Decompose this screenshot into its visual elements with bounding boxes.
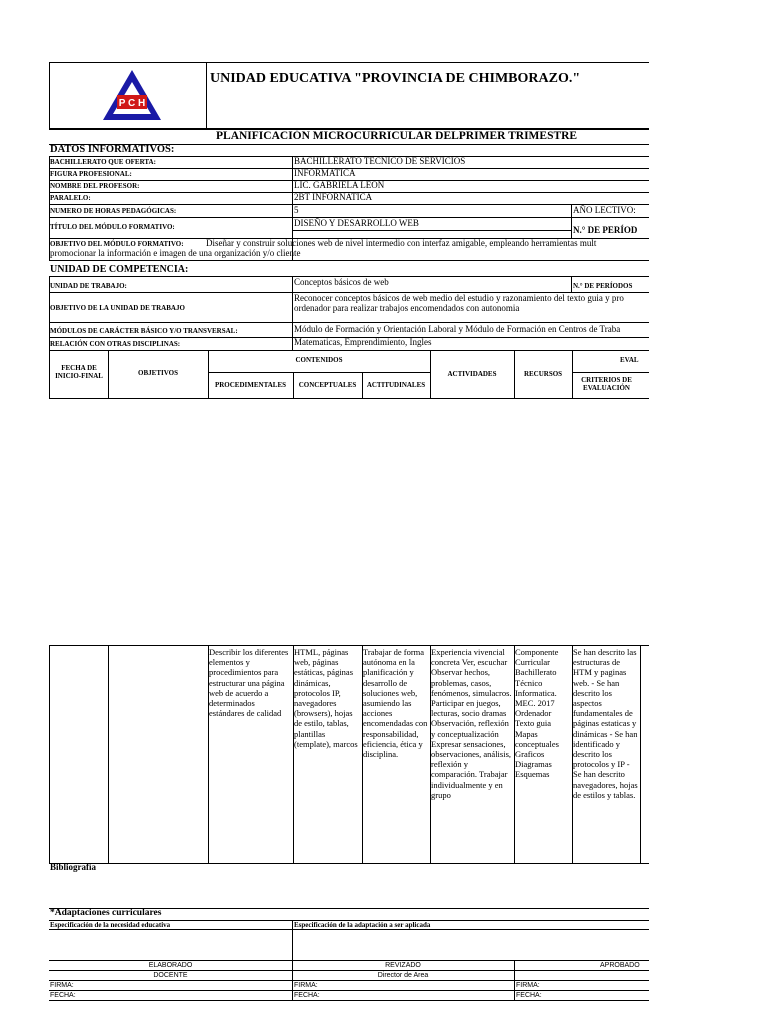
grid-line <box>49 990 649 991</box>
datos-section-title: DATOS INFORMATIVOS: <box>50 144 175 155</box>
content-row-top <box>49 645 649 646</box>
cell-actividades: Experiencia vivencial concreta Ver, escuchar Observar hechos, problemas, casos, fenómenos, simulacros. Participar en juegos, lecturas, socio dramas Observación, reflexión y conceptualización Expresar sensaciones, observaciones, análisis, reflexión y comparación. Trabajar individualmente y en grupo <box>431 647 512 800</box>
objetivo-modulo-line1: Diseñar y construir soluciones web de nivel intermedio con interfaz amigable, empleando herramientas mult <box>206 238 597 248</box>
th-actividades: ACTIVIDADES <box>447 370 497 378</box>
relacion-value: Matematicas, Emprendimiento, Ingles <box>294 337 432 347</box>
th-evaluacion: EVAL <box>620 356 639 364</box>
grid-line <box>49 204 649 205</box>
label-profesor: NOMBRE DEL PROFESOR: <box>50 182 140 190</box>
aprobado-label: APROBADO <box>600 962 640 969</box>
firma-director: FIRMA: <box>294 982 318 989</box>
adaptaciones-divider <box>292 920 293 960</box>
objetivo-unidad-label: OBJETIVO DE LA UNIDAD DE TRABAJO <box>50 304 185 312</box>
elaborado-label: ELABORADO <box>148 962 193 969</box>
competencia-section-title: UNIDAD DE COMPETENCIA: <box>50 264 189 275</box>
th-fecha: FECHA DE INICIO-FINAL <box>55 364 103 380</box>
grid-line <box>49 929 649 930</box>
header-logo-divider <box>206 62 207 129</box>
relacion-label: RELACIÓN CON OTRAS DISCIPLINAS: <box>50 340 181 348</box>
value-figura: INFORMATICA <box>294 168 356 178</box>
content-divider <box>49 645 50 863</box>
fecha-aprobado: FECHA: <box>516 992 542 999</box>
cell-procedimentales: Describir los diferentes elementos y procedimientos para estructurar una página web de acuerdo a determinados estándares de calidad <box>209 647 289 719</box>
ano-lectivo-divider <box>571 204 572 238</box>
periodos-divider <box>571 276 572 292</box>
label-paralelo: PARALELO: <box>50 194 91 202</box>
unidad-trabajo-value: Conceptos básicos de web <box>294 277 389 287</box>
fecha-docente: FECHA: <box>50 992 76 999</box>
modulos-value: Módulo de Formación y Orientación Laboral y Módulo de Formación en Centros de Traba <box>294 324 621 334</box>
cell-conceptuales: HTML, páginas web, páginas estáticas, páginas dinámicas, protocolos IP, navegadores (browsers), hojas de estilo, tablas, plantillas (template), marcos <box>294 647 358 749</box>
th-procedimentales: PROCEDIMENTALES <box>214 381 287 389</box>
grid-line <box>49 1000 649 1001</box>
value-paralelo: 2BT INFORNATICA <box>294 192 373 202</box>
firma-aprobado: FIRMA: <box>516 982 540 989</box>
grid-line <box>49 260 649 261</box>
grid-line <box>49 960 649 961</box>
grid-line <box>292 230 571 231</box>
label-horas: NUMERO DE HORAS PEDAGÓGICAS: <box>50 207 177 215</box>
cell-recursos: Componente Curricular Bachillerato Técnico Informatica. MEC. 2017 Ordenador Texto guia Mapas conceptuales Graficos Diagramas Esquemas <box>515 647 559 780</box>
bibliografia-label: Bibliografía <box>50 862 97 872</box>
label-figura: FIGURA PROFESIONAL: <box>50 170 132 178</box>
grid-line <box>49 322 649 323</box>
value-bachillerato: BACHILLERATO TECNICO DE SERVICIOS <box>294 156 466 166</box>
firma-docente: FIRMA: <box>50 982 74 989</box>
content-divider <box>640 645 641 863</box>
th-actitudinales: ACTITUDINALES <box>366 381 426 389</box>
value-titulo: DISEÑO Y DESARROLLO WEB <box>294 218 419 228</box>
objetivo-modulo-line2: promocionar la información e imagen de una organización y/o cliente <box>50 248 301 258</box>
grid-line <box>49 350 649 351</box>
director-label: Director de Area <box>377 972 429 979</box>
th-contenidos: CONTENIDOS <box>295 356 343 364</box>
adaptacion-label: Especificación de la adaptación a ser aplicada <box>294 921 431 929</box>
th-bottom-line <box>49 398 649 399</box>
label-titulo: TÍTULO DEL MÓDULO FORMATIVO: <box>50 223 175 231</box>
label-bachillerato: BACHILLERATO QUE OFERTA: <box>50 158 156 166</box>
cell-criterios: Se han descrito las estructuras de HTM y paginas web. - Se han descrito los aspectos fundamentales de páginas estaticas y dinámicas - Se han identificado y descrito los protocolos y IP - Se han descrito navegadores, hojas de estilos y tablas. <box>573 647 638 800</box>
value-horas: 5 <box>294 205 299 215</box>
objetivo-unidad-line1: Reconocer conceptos básicos de web medio del estudio y razonamiento del texto guia y pro <box>294 293 624 303</box>
objetivo-unidad-line2: ordenador para realizar trabajos encomendados con autonomia <box>294 303 520 313</box>
unidad-trabajo-label: UNIDAD DE TRABAJO: <box>50 282 127 290</box>
th-conceptuales: CONCEPTUALES <box>298 381 357 389</box>
school-logo-triangle-icon <box>101 68 163 122</box>
periodos-label: N.° DE PERÍOD <box>573 225 638 235</box>
ano-lectivo-label: AÑO LECTIVO: <box>573 205 636 215</box>
cell-actitudinales: Trabajar de forma autónoma en la planificación y desarrollo de soluciones web, asumiendo las acciones encomendadas con responsabilidad, eficiencia, ética y disciplina. <box>363 647 428 760</box>
plan-title: PLANIFICACIÓN MICROCURRICULAR DELPRIMER TRIMESTRE <box>216 130 578 142</box>
content-row-bottom <box>49 863 649 864</box>
th-subline <box>572 372 649 373</box>
grid-line <box>49 980 649 981</box>
th-criterios: CRITERIOS DE EVALUACIÓN <box>581 376 632 392</box>
content-divider <box>108 645 109 863</box>
th-objetivos: OBJETIVOS <box>138 369 178 377</box>
school-name: UNIDAD EDUCATIVA "PROVINCIA DE CHIMBORAZO." <box>210 71 581 86</box>
objetivo-modulo-label: OBJETIVO DEL MÓDULO FORMATIVO: <box>50 240 184 248</box>
competencia-value-divider <box>292 276 293 350</box>
value-profesor: LIC. GABRIELA LEON <box>294 180 385 190</box>
th-recursos: RECURSOS <box>523 370 563 378</box>
grid-line <box>49 970 649 971</box>
docente-label: DOCENTE <box>153 972 188 979</box>
fecha-director: FECHA: <box>294 992 320 999</box>
modulos-label: MÓDULOS DE CARÁCTER BÁSICO Y/O TRANSVERSAL: <box>50 327 238 335</box>
necesidad-label: Especificación de la necesidad educativa <box>50 921 171 929</box>
unidad-periodos-label: N.° DE PERÍODOS <box>573 282 633 290</box>
th-subline <box>208 372 430 373</box>
svg-text:P C H: P C H <box>118 98 146 109</box>
adaptaciones-label: *Adaptaciones curriculares <box>50 908 162 918</box>
revizado-label: REVIZADO <box>385 962 421 969</box>
